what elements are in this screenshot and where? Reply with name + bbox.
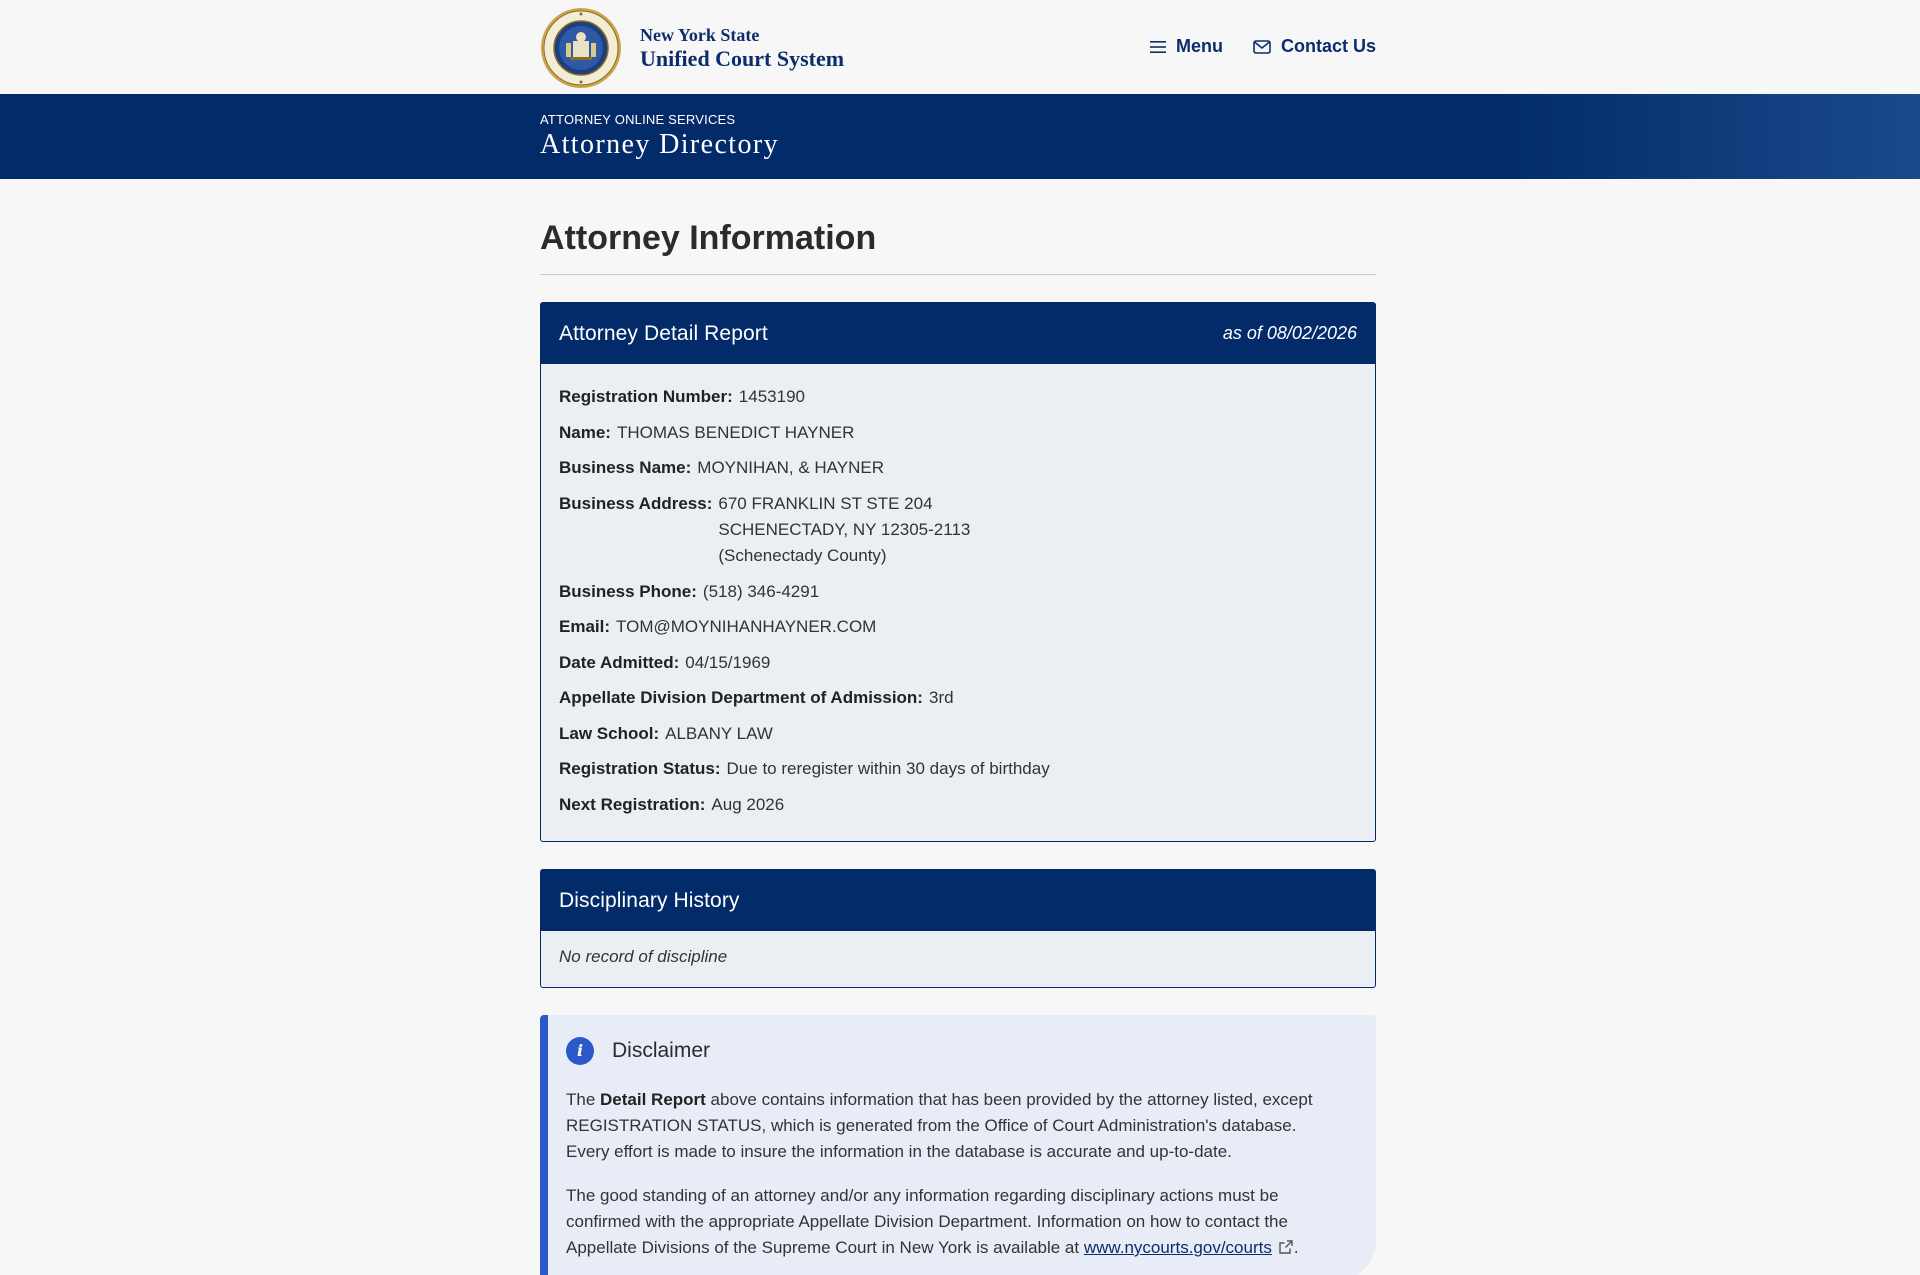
brand-line-state: New York State: [640, 25, 760, 45]
nycourts-courts-link[interactable]: www.nycourts.gov/courts: [1083, 1238, 1272, 1257]
service-banner: [0, 94, 1920, 179]
disciplinary-text: No record of discipline: [559, 947, 728, 966]
attorney-detail-card: [540, 302, 1376, 842]
brand-text: [640, 25, 844, 71]
field-label: Business Name:: [559, 458, 692, 477]
field-label: Appellate Division Department of Admission:: [559, 688, 923, 707]
field-business-address: [559, 491, 1357, 569]
field-label: Next Registration:: [559, 794, 706, 814]
field-value: ALBANY LAW: [665, 723, 773, 743]
main-content: [0, 179, 1920, 1275]
banner-eyebrow: ATTORNEY ONLINE SERVICES: [540, 112, 736, 127]
field-label: Name:: [559, 422, 611, 442]
disclaimer-paragraph-1: [566, 1087, 1338, 1165]
contact-label: Contact Us: [1280, 36, 1376, 56]
field-email: [559, 614, 1357, 640]
field-value: 3rd: [928, 688, 954, 707]
disclaimer-bold-text: Detail Report: [600, 1090, 706, 1109]
info-icon: i: [566, 1037, 594, 1065]
field-value: (518) 346-4291: [702, 581, 820, 601]
field-label: Law School:: [559, 723, 660, 743]
disclaimer-box: [540, 1015, 1376, 1275]
disclaimer-text: The good standing of an attorney and/or any information regarding disciplinary actions must be confirmed with the appropriate Appellate Division Department. Information on how to contact the Appellate Divisions of the Supreme Court in New York is available at: [566, 1186, 1288, 1257]
field-label: Business Phone:: [559, 581, 697, 601]
site-header: [0, 0, 1920, 94]
disclaimer-paragraph-2: [566, 1183, 1338, 1261]
disciplinary-card-header: [541, 870, 1375, 931]
address-line: SCHENECTADY, NY 12305-2113: [718, 519, 971, 539]
hamburger-icon: [1150, 40, 1166, 54]
contact-us-link[interactable]: [1253, 36, 1376, 57]
field-label: Email:: [559, 617, 611, 636]
external-link-icon[interactable]: [1278, 1239, 1294, 1255]
header-nav: [1150, 36, 1376, 57]
field-label: Registration Number:: [559, 387, 733, 406]
field-registration-status: [559, 756, 1357, 782]
address-line: 670 FRANKLIN ST STE 204: [718, 493, 933, 513]
field-label: Business Address:: [559, 493, 713, 513]
detail-card-title: Attorney Detail Report: [559, 321, 768, 345]
detail-card-date: as of 08/02/2026: [1222, 323, 1357, 343]
detail-card-body: [541, 364, 1375, 841]
disciplinary-card-title: Disciplinary History: [559, 888, 740, 912]
field-value: 1453190: [738, 387, 805, 406]
disclaimer-header: [566, 1037, 1338, 1065]
field-appellate-division: [559, 685, 1357, 711]
field-value: 04/15/1969: [685, 652, 771, 672]
address-line: (Schenectady County): [718, 545, 887, 565]
nys-court-seal-icon: [540, 7, 622, 89]
field-label: Registration Status:: [559, 759, 721, 778]
banner-title: Attorney Directory: [540, 129, 780, 160]
title-divider: [540, 274, 1376, 275]
field-value: THOMAS BENEDICT HAYNER: [616, 422, 855, 442]
field-business-name: [559, 455, 1357, 481]
field-value: Due to reregister within 30 days of birthday: [726, 759, 1050, 778]
field-law-school: [559, 721, 1357, 747]
disclaimer-text: above contains information that has been provided by the attorney listed, except REGISTRATION STATUS, which is generated from the Office of Court Administration's database. Every effort is made to insure the information in the database is accurate and up-to-date.: [566, 1090, 1313, 1161]
brand-line-system: Unified Court System: [640, 45, 845, 71]
page-title: Attorney Information: [540, 219, 877, 257]
menu-label: Menu: [1175, 36, 1223, 56]
detail-card-header: [541, 303, 1375, 364]
disclaimer-text: The: [566, 1090, 601, 1109]
disciplinary-history-card: [540, 869, 1376, 988]
field-value: MOYNIHAN, & HAYNER: [697, 458, 884, 477]
field-value: Aug 2026: [711, 794, 785, 814]
field-date-admitted: [559, 650, 1357, 676]
field-name: [559, 420, 1357, 446]
field-registration-number: [559, 384, 1357, 410]
envelope-icon: [1253, 40, 1271, 54]
address-lines: [718, 491, 970, 569]
field-business-phone: [559, 579, 1357, 605]
disclaimer-title: Disclaimer: [612, 1039, 711, 1062]
field-next-registration: [559, 792, 1357, 818]
brand-logo-link[interactable]: [540, 7, 844, 89]
disclaimer-text: .: [1293, 1238, 1299, 1257]
field-value: TOM@MOYNIHANHAYNER.COM: [616, 617, 877, 636]
menu-button[interactable]: [1150, 36, 1223, 57]
field-label: Date Admitted:: [559, 652, 680, 672]
